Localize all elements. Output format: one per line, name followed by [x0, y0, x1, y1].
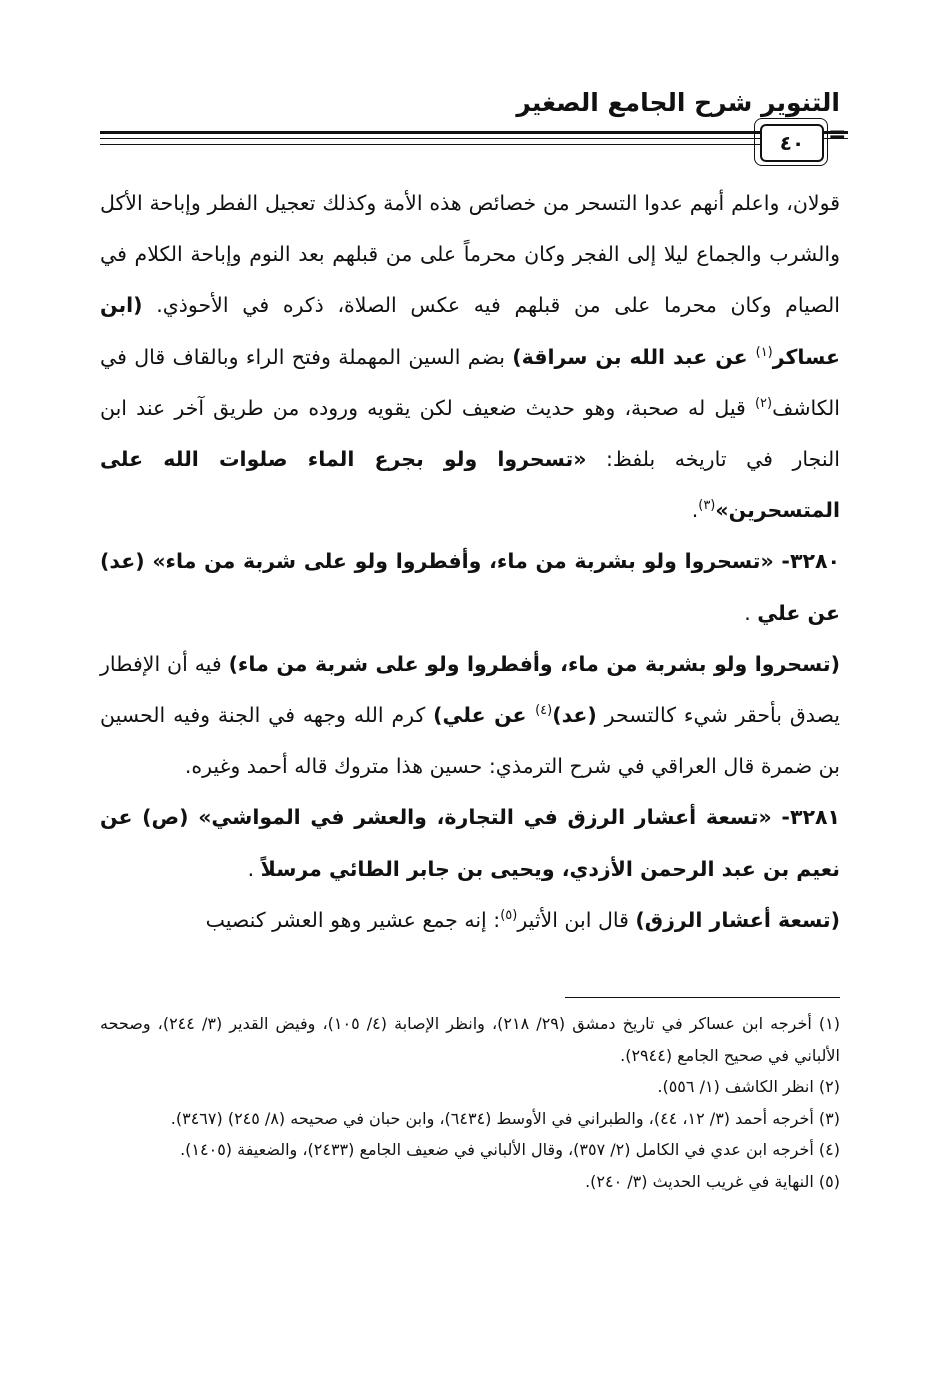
- hadith-3280: [100, 536, 840, 638]
- footnote-marker: (٣): [698, 498, 716, 514]
- bold-run: (تسعة أعشار الرزق): [635, 907, 840, 932]
- page-number: ٤٠: [760, 124, 824, 162]
- bold-run: عن عبد الله بن سراقة): [512, 344, 756, 369]
- text-run: قولان، واعلم أنهم عدوا التسحر من خصائص هذه الأمة وكذلك تعجيل الفطر وإباحة الأكل والشرب والجماع ليلا إلى الفجر وكان محرماً على من قبلهم بعد النوم وإباحة الكلام في الصيام وكان محرما على من قبلهم فيه عكس الصلاة، ذكره في الأحوذي.: [100, 191, 840, 318]
- header-rule-thick: [100, 131, 848, 134]
- paragraph-1: [100, 178, 840, 536]
- running-title: التنوير شرح الجامع الصغير: [516, 88, 840, 117]
- footnote-2: (٢) انظر الكاشف (١/ ٥٥٦).: [657, 1077, 840, 1096]
- text-run: : إنه جمع عشير وهو العشر كنصيب: [205, 907, 501, 932]
- commentary-3281: [100, 895, 840, 946]
- text-run: كرم الله وجهه في الجنة وفيه الحسين بن ضمرة قال العراقي في شرح الترمذي: حسين هذا متروك قاله أحمد وغيره.: [100, 703, 840, 779]
- hadith-text: ٣٢٨١- «تسعة أعشار الرزق في التجارة، والعشر في المواشي» (ص) عن نعيم بن عبد الرحمن الأزدي، ويحيى بن جابر الطائي مرسلاً: [100, 805, 840, 881]
- footnote-marker: (٤): [535, 703, 553, 719]
- hadith-quote: «تسحروا ولو بجرع الماء صلوات الله على المتسحرين»: [100, 447, 840, 523]
- hadith-3281: [100, 792, 840, 894]
- bold-run: عن علي): [433, 703, 536, 728]
- footnote-1: (١) أخرجه ابن عساكر في تاريخ دمشق (٢٩/ ٢١٨)، وانظر الإصابة (٤/ ١٠٥)، وفيض القدير (٣/ ٢٤٤)، وصححه الألباني في صحيح الجامع (٢٩٤٤).: [100, 1014, 841, 1065]
- text-run: قيل له صحبة، وهو حديث ضعيف لكن يقويه وروده من طريق آخر عند ابن النجار في تاريخه بلفظ:: [100, 395, 840, 472]
- footnotes: [100, 1008, 840, 1197]
- hadith-text: ٣٢٨٠- «تسحروا ولو بشربة من ماء، وأفطروا ولو على شربة من ماء» (عد) عن علي: [100, 549, 840, 625]
- footnote-3: (٣) أخرجه أحمد (٣/ ١٢، ٤٤)، والطبراني في الأوسط (٦٤٣٤)، وابن حبان في صحيحه (٨/ ٢٤٥) (٣٤٦٧).: [170, 1108, 840, 1128]
- footnote-separator: [565, 997, 840, 998]
- header-rule-thin: [100, 138, 848, 139]
- text-run: قال ابن الأثير: [517, 907, 636, 932]
- header-rule-thin-secondary: [100, 144, 760, 145]
- footnote-marker: (١): [755, 344, 773, 360]
- main-text: [100, 178, 840, 946]
- footnote-marker: (٢): [754, 395, 773, 411]
- footnote-marker: (٥): [500, 908, 518, 924]
- text-run: .: [247, 856, 261, 881]
- bold-run: (ابن عساكر: [100, 293, 840, 369]
- footnote-4: (٤) أخرجه ابن عدي في الكامل (٢/ ٣٥٧)، وقال الألباني في ضعيف الجامع (٢٤٣٣)، والضعيفة (١٤٠٥).: [180, 1140, 840, 1159]
- text-run: .: [691, 498, 699, 523]
- bold-run: (تسحروا ولو بشربة من ماء، وأفطروا ولو على شربة من ماء): [228, 651, 840, 676]
- commentary-3280: [100, 639, 840, 793]
- page-marker: =: [828, 122, 847, 147]
- text-run: فيه أن الإفطار يصدق بأحقر شيء كالتسحر: [100, 651, 840, 728]
- text-run: .: [744, 600, 758, 625]
- text-run: بضم السين المهملة وفتح الراء وبالقاف قال في الكاشف: [100, 344, 840, 420]
- bold-run: (عد): [552, 703, 597, 728]
- footnote-5: (٥) النهاية في غريب الحديث (٣/ ٢٤٠).: [585, 1171, 840, 1191]
